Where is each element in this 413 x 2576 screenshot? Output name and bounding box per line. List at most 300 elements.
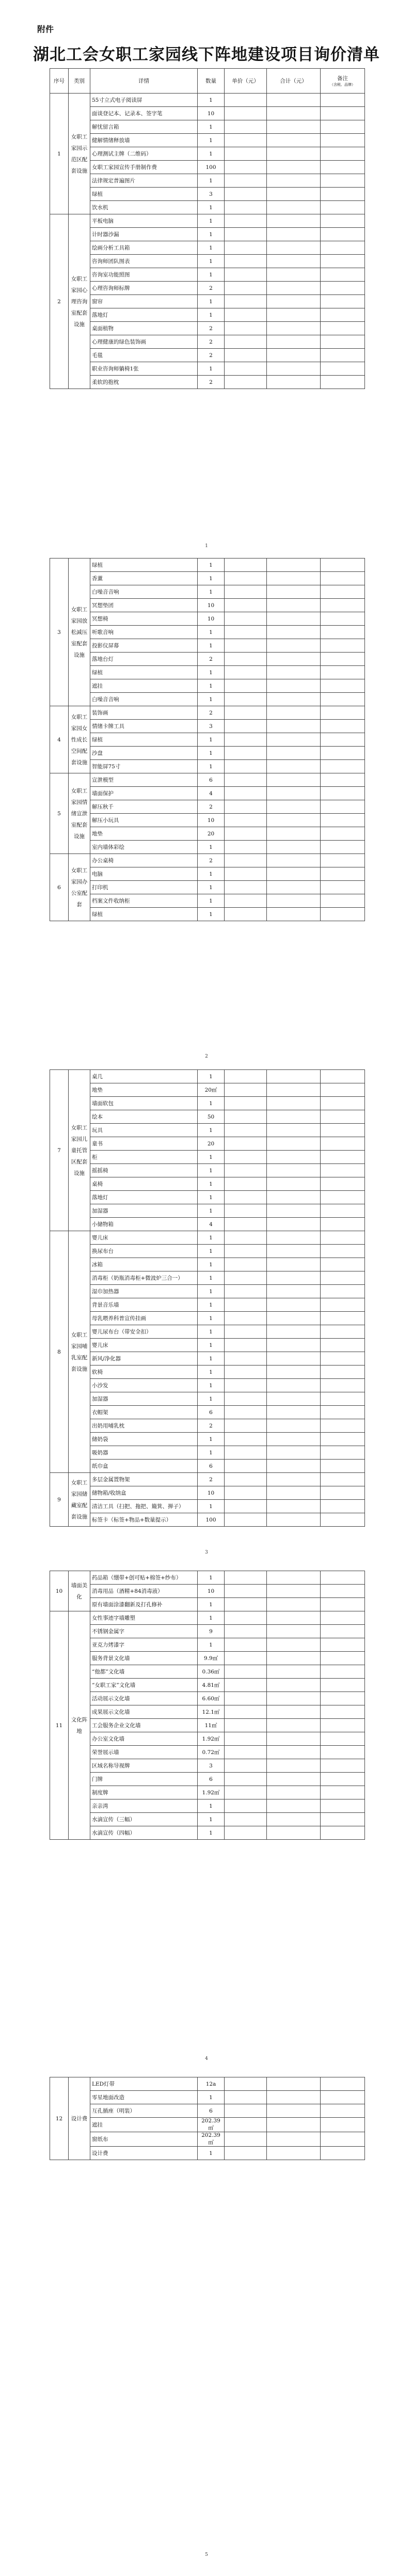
total-cell: [267, 1692, 321, 1705]
detail-cell: 香薰: [90, 572, 198, 585]
total-cell: [267, 1759, 321, 1773]
qty-cell: 1: [198, 295, 225, 308]
unit-price-cell: [225, 1097, 267, 1110]
unit-price-cell: [225, 679, 267, 693]
detail-cell: 遮挂: [90, 679, 198, 693]
qty-cell: 1: [198, 1799, 225, 1813]
remark-cell: [321, 2091, 365, 2104]
table-row: [50, 841, 365, 854]
unit-price-cell: [225, 1486, 267, 1500]
total-cell: [267, 1433, 321, 1446]
qty-cell: 100: [198, 161, 225, 174]
remark-cell: [321, 1312, 365, 1325]
table-row: [50, 1110, 365, 1124]
qty-cell: 2: [198, 653, 225, 666]
total-cell: [267, 894, 321, 908]
remark-cell: [321, 1204, 365, 1218]
detail-cell: 婴儿尿布台（带安全扣）: [90, 1325, 198, 1339]
remark-cell: [321, 335, 365, 349]
detail-cell: 计时器沙漏: [90, 228, 198, 241]
remark-cell: [321, 1352, 365, 1365]
total-cell: [267, 800, 321, 814]
total-cell: [267, 255, 321, 268]
remark-cell: [321, 1245, 365, 1258]
total-cell: [267, 639, 321, 653]
table-row: [50, 94, 365, 107]
remark-cell: [321, 1799, 365, 1813]
unit-price-cell: [225, 1585, 267, 1598]
unit-price-cell: [225, 558, 267, 572]
category-cell: 女职工家园储藏室配套设施: [69, 1473, 90, 1527]
detail-cell: 宣泄模型: [90, 773, 198, 787]
unit-price-cell: [225, 349, 267, 362]
qty-cell: 1: [198, 147, 225, 161]
remark-cell: [321, 2147, 365, 2160]
total-cell: [267, 693, 321, 706]
detail-cell: 地垫: [90, 1083, 198, 1097]
unit-price-cell: [225, 228, 267, 241]
qty-cell: 1: [198, 1271, 225, 1285]
table-row: [50, 1585, 365, 1598]
remark-cell: [321, 1500, 365, 1513]
remark-cell: [321, 612, 365, 626]
col-category: 类别: [69, 69, 90, 94]
category-cell: 女职工家园心理咨询室配套设施: [69, 214, 90, 389]
unit-price-cell: [225, 733, 267, 747]
total-cell: [267, 1513, 321, 1527]
detail-cell: 荣誉展示墙: [90, 1746, 198, 1759]
detail-cell: 办公桌椅: [90, 854, 198, 867]
qty-cell: 10: [198, 1585, 225, 1598]
category-cell: 女职工家园放松减压室配套设施: [69, 558, 90, 706]
seq-cell: 5: [50, 773, 69, 854]
total-cell: [267, 1083, 321, 1097]
unit-price-cell: [225, 1746, 267, 1759]
qty-cell: 2: [198, 706, 225, 720]
table-row: [50, 1191, 365, 1204]
remark-cell: [321, 1124, 365, 1137]
detail-cell: 窗帘: [90, 295, 198, 308]
detail-cell: LED灯带: [90, 2077, 198, 2091]
unit-price-cell: [225, 612, 267, 626]
remark-cell: [321, 1070, 365, 1083]
unit-price-cell: [225, 1611, 267, 1625]
remark-cell: [321, 1137, 365, 1151]
total-cell: [267, 1486, 321, 1500]
total-cell: [267, 1325, 321, 1339]
unit-price-cell: [225, 2104, 267, 2118]
detail-cell: 落地灯: [90, 308, 198, 322]
page-number: 3: [205, 1550, 208, 1555]
unit-price-cell: [225, 720, 267, 733]
qty-cell: 1: [198, 666, 225, 679]
quote-table-page-1: [50, 68, 365, 389]
qty-cell: 1: [198, 1826, 225, 1840]
total-cell: [267, 666, 321, 679]
detail-cell: “女职工家”文化墙: [90, 1679, 198, 1692]
total-cell: [267, 362, 321, 376]
table-row: [50, 1625, 365, 1638]
unit-price-cell: [225, 201, 267, 214]
detail-cell: 标签卡（标签+物品+数量提示）: [90, 1513, 198, 1527]
table-row: [50, 1799, 365, 1813]
qty-cell: 1: [198, 94, 225, 107]
total-cell: [267, 626, 321, 639]
detail-cell: 不锈钢金属字: [90, 1625, 198, 1638]
table-row: [50, 1732, 365, 1746]
unit-price-cell: [225, 214, 267, 228]
remark-cell: [321, 228, 365, 241]
table-row: [50, 1339, 365, 1352]
qty-cell: 1: [198, 894, 225, 908]
table-row: [50, 295, 365, 308]
qty-cell: 1: [198, 1325, 225, 1339]
unit-price-cell: [225, 1137, 267, 1151]
table-row: [50, 881, 365, 894]
total-cell: [267, 2147, 321, 2160]
detail-cell: 药品箱（绷带+创可贴+棉签+纱布）: [90, 1571, 198, 1585]
remark-cell: [321, 679, 365, 693]
table-row: [50, 1473, 365, 1486]
unit-price-cell: [225, 1513, 267, 1527]
detail-cell: 情绪卡牌工具: [90, 720, 198, 733]
seq-cell: 12: [50, 2077, 69, 2160]
total-cell: [267, 1473, 321, 1486]
qty-cell: 6: [198, 1460, 225, 1473]
unit-price-cell: [225, 268, 267, 282]
remark-cell: [321, 1638, 365, 1652]
table-row: [50, 1231, 365, 1245]
table-row: [50, 174, 365, 188]
table-row: [50, 322, 365, 335]
remark-cell: [321, 666, 365, 679]
remark-cell: [321, 241, 365, 255]
detail-cell: 储奶袋: [90, 1433, 198, 1446]
table-row: [50, 653, 365, 666]
total-cell: [267, 1191, 321, 1204]
remark-cell: [321, 1652, 365, 1665]
remark-cell: [321, 362, 365, 376]
qty-cell: 6: [198, 773, 225, 787]
unit-price-cell: [225, 1732, 267, 1746]
seq-cell: 1: [50, 94, 69, 214]
unit-price-cell: [225, 94, 267, 107]
remark-cell: [321, 1732, 365, 1746]
unit-price-cell: [225, 1719, 267, 1732]
unit-price-cell: [225, 107, 267, 120]
qty-cell: 1: [198, 572, 225, 585]
table-row: [50, 1352, 365, 1365]
table-row: [50, 214, 365, 228]
detail-cell: 冥想椅: [90, 612, 198, 626]
detail-cell: 饮水机: [90, 201, 198, 214]
remark-cell: [321, 147, 365, 161]
unit-price-cell: [225, 626, 267, 639]
unit-price-cell: [225, 854, 267, 867]
table-row: [50, 1124, 365, 1137]
table-row: [50, 1218, 365, 1231]
table-row: [50, 1719, 365, 1732]
qty-cell: 1: [198, 1312, 225, 1325]
qty-cell: 1: [198, 255, 225, 268]
seq-cell: 2: [50, 214, 69, 389]
detail-cell: 听歌音响: [90, 626, 198, 639]
table-row: [50, 800, 365, 814]
total-cell: [267, 599, 321, 612]
detail-cell: 墙面软包: [90, 1097, 198, 1110]
detail-cell: 亲亲湾: [90, 1799, 198, 1813]
detail-cell: 成果展示文化墙: [90, 1705, 198, 1719]
detail-cell: 绿植: [90, 908, 198, 921]
unit-price-cell: [225, 1419, 267, 1433]
qty-cell: 1: [198, 1433, 225, 1446]
detail-cell: 换尿布台: [90, 1245, 198, 1258]
remark-cell: [321, 1097, 365, 1110]
qty-cell: 1: [198, 1177, 225, 1191]
detail-cell: 零星地面改造: [90, 2091, 198, 2104]
table-row: [50, 894, 365, 908]
total-cell: [267, 653, 321, 666]
detail-cell: 工会服务企业文化墙: [90, 1719, 198, 1732]
remark-cell: [321, 800, 365, 814]
remark-cell: [321, 720, 365, 733]
remark-cell: [321, 841, 365, 854]
remark-cell: [321, 107, 365, 120]
detail-cell: 咨询师团队图表: [90, 255, 198, 268]
unit-price-cell: [225, 706, 267, 720]
table-row: [50, 120, 365, 134]
remark-cell: [321, 894, 365, 908]
remark-cell: [321, 255, 365, 268]
total-cell: [267, 241, 321, 255]
unit-price-cell: [225, 322, 267, 335]
unit-price-cell: [225, 773, 267, 787]
remark-cell: [321, 1705, 365, 1719]
table-row: [50, 1204, 365, 1218]
qty-cell: 1: [198, 268, 225, 282]
remark-cell: [321, 282, 365, 295]
remark-cell: [321, 94, 365, 107]
remark-cell: [321, 322, 365, 335]
remark-cell: [321, 1392, 365, 1406]
unit-price-cell: [225, 1826, 267, 1840]
qty-cell: 1: [198, 841, 225, 854]
detail-cell: 水滴宣传（三幅）: [90, 1813, 198, 1826]
remark-cell: [321, 308, 365, 322]
unit-price-cell: [225, 295, 267, 308]
detail-cell: 室内墙体彩绘: [90, 841, 198, 854]
table-row: [50, 827, 365, 841]
remark-cell: [321, 376, 365, 389]
detail-cell: 绘本: [90, 1110, 198, 1124]
remark-cell: [321, 1285, 365, 1298]
qty-cell: 1: [198, 1446, 225, 1460]
unit-price-cell: [225, 1705, 267, 1719]
total-cell: [267, 295, 321, 308]
table-row: [50, 1638, 365, 1652]
total-cell: [267, 1598, 321, 1611]
total-cell: [267, 1799, 321, 1813]
quote-table-page-5: [50, 2077, 365, 2160]
table-row: [50, 1813, 365, 1826]
total-cell: [267, 1786, 321, 1799]
detail-cell: 玩具: [90, 1124, 198, 1137]
total-cell: [267, 1625, 321, 1638]
remark-cell: [321, 1177, 365, 1191]
table-row: [50, 1245, 365, 1258]
detail-cell: 储物箱/收纳盒: [90, 1486, 198, 1500]
total-cell: [267, 720, 321, 733]
table-row: [50, 1433, 365, 1446]
total-cell: [267, 1638, 321, 1652]
unit-price-cell: [225, 599, 267, 612]
total-cell: [267, 1312, 321, 1325]
table-row: [50, 1460, 365, 1473]
detail-cell: 法律规定普遍图片: [90, 174, 198, 188]
remark-cell: [321, 2132, 365, 2147]
table-row: [50, 679, 365, 693]
table-row: [50, 188, 365, 201]
table-row: [50, 241, 365, 255]
unit-price-cell: [225, 2147, 267, 2160]
qty-cell: 3: [198, 188, 225, 201]
qty-cell: 6: [198, 1773, 225, 1786]
unit-price-cell: [225, 255, 267, 268]
detail-cell: 电脑: [90, 867, 198, 881]
total-cell: [267, 747, 321, 760]
unit-price-cell: [225, 188, 267, 201]
unit-price-cell: [225, 147, 267, 161]
remark-cell: [321, 1611, 365, 1625]
total-cell: [267, 1298, 321, 1312]
remark-cell: [321, 1433, 365, 1446]
remark-cell: [321, 1625, 365, 1638]
qty-cell: 3: [198, 720, 225, 733]
table-row: [50, 255, 365, 268]
detail-cell: 设计费: [90, 2147, 198, 2160]
total-cell: [267, 1705, 321, 1719]
unit-price-cell: [225, 585, 267, 599]
qty-cell: 4: [198, 1218, 225, 1231]
total-cell: [267, 1258, 321, 1271]
total-cell: [267, 1813, 321, 1826]
total-cell: [267, 1245, 321, 1258]
detail-cell: 摇摇椅: [90, 1164, 198, 1177]
table-row: [50, 134, 365, 147]
table-row: [50, 161, 365, 174]
detail-cell: 55寸立式电子阅读屏: [90, 94, 198, 107]
detail-cell: 服务背景文化墙: [90, 1652, 198, 1665]
detail-cell: 亚克力烤漆字: [90, 1638, 198, 1652]
unit-price-cell: [225, 1500, 267, 1513]
table-row: [50, 1298, 365, 1312]
table-row: [50, 1137, 365, 1151]
table-row: [50, 1379, 365, 1392]
unit-price-cell: [225, 1379, 267, 1392]
qty-cell: 20: [198, 827, 225, 841]
total-cell: [267, 1365, 321, 1379]
table-row: [50, 787, 365, 800]
qty-cell: 1: [198, 1245, 225, 1258]
table-row: [50, 1826, 365, 1840]
unit-price-cell: [225, 881, 267, 894]
qty-cell: 1: [198, 1258, 225, 1271]
detail-cell: 水滴宣传（四幅）: [90, 1826, 198, 1840]
qty-cell: 10: [198, 599, 225, 612]
total-cell: [267, 773, 321, 787]
seq-cell: 9: [50, 1473, 69, 1527]
col-total: 合计（元）: [267, 69, 321, 94]
remark-cell: [321, 773, 365, 787]
detail-cell: 小沙发: [90, 1379, 198, 1392]
table-row: [50, 585, 365, 599]
page-number: 1: [205, 544, 208, 549]
unit-price-cell: [225, 1271, 267, 1285]
total-cell: [267, 827, 321, 841]
qty-cell: 10: [198, 107, 225, 120]
unit-price-cell: [225, 2132, 267, 2147]
col-seq: 序号: [50, 69, 69, 94]
detail-cell: 投影仪屏幕: [90, 639, 198, 653]
remark-cell: [321, 693, 365, 706]
qty-cell: 6: [198, 2104, 225, 2118]
remark-cell: [321, 1679, 365, 1692]
total-cell: [267, 308, 321, 322]
unit-price-cell: [225, 134, 267, 147]
unit-price-cell: [225, 2091, 267, 2104]
qty-cell: 1: [198, 1813, 225, 1826]
unit-price-cell: [225, 1799, 267, 1813]
detail-cell: 冥想垫团: [90, 599, 198, 612]
table-header-row: [50, 69, 365, 94]
qty-cell: 1: [198, 1151, 225, 1164]
detail-cell: 落地台灯: [90, 653, 198, 666]
remark-cell: [321, 599, 365, 612]
total-cell: [267, 107, 321, 120]
unit-price-cell: [225, 867, 267, 881]
qty-cell: 1: [198, 1070, 225, 1083]
total-cell: [267, 2077, 321, 2091]
table-row: [50, 201, 365, 214]
detail-cell: 女性事迹字墙雕塑: [90, 1611, 198, 1625]
qty-cell: 2: [198, 282, 225, 295]
total-cell: [267, 1070, 321, 1083]
unit-price-cell: [225, 1665, 267, 1679]
detail-cell: 活动展示文化墙: [90, 1692, 198, 1705]
unit-price-cell: [225, 1151, 267, 1164]
remark-cell: [321, 1218, 365, 1231]
unit-price-cell: [225, 1218, 267, 1231]
detail-cell: 冰箱: [90, 1258, 198, 1271]
unit-price-cell: [225, 1164, 267, 1177]
detail-cell: 绿植: [90, 188, 198, 201]
remark-cell: [321, 1786, 365, 1799]
unit-price-cell: [225, 376, 267, 389]
table-row: [50, 599, 365, 612]
qty-cell: 1: [198, 2091, 225, 2104]
table-row: [50, 639, 365, 653]
total-cell: [267, 1419, 321, 1433]
unit-price-cell: [225, 174, 267, 188]
table-row: [50, 572, 365, 585]
qty-cell: 1: [198, 558, 225, 572]
remark-cell: [321, 787, 365, 800]
remark-cell: [321, 161, 365, 174]
total-cell: [267, 201, 321, 214]
remark-cell: [321, 585, 365, 599]
qty-cell: 12a: [198, 2077, 225, 2091]
unit-price-cell: [225, 1110, 267, 1124]
